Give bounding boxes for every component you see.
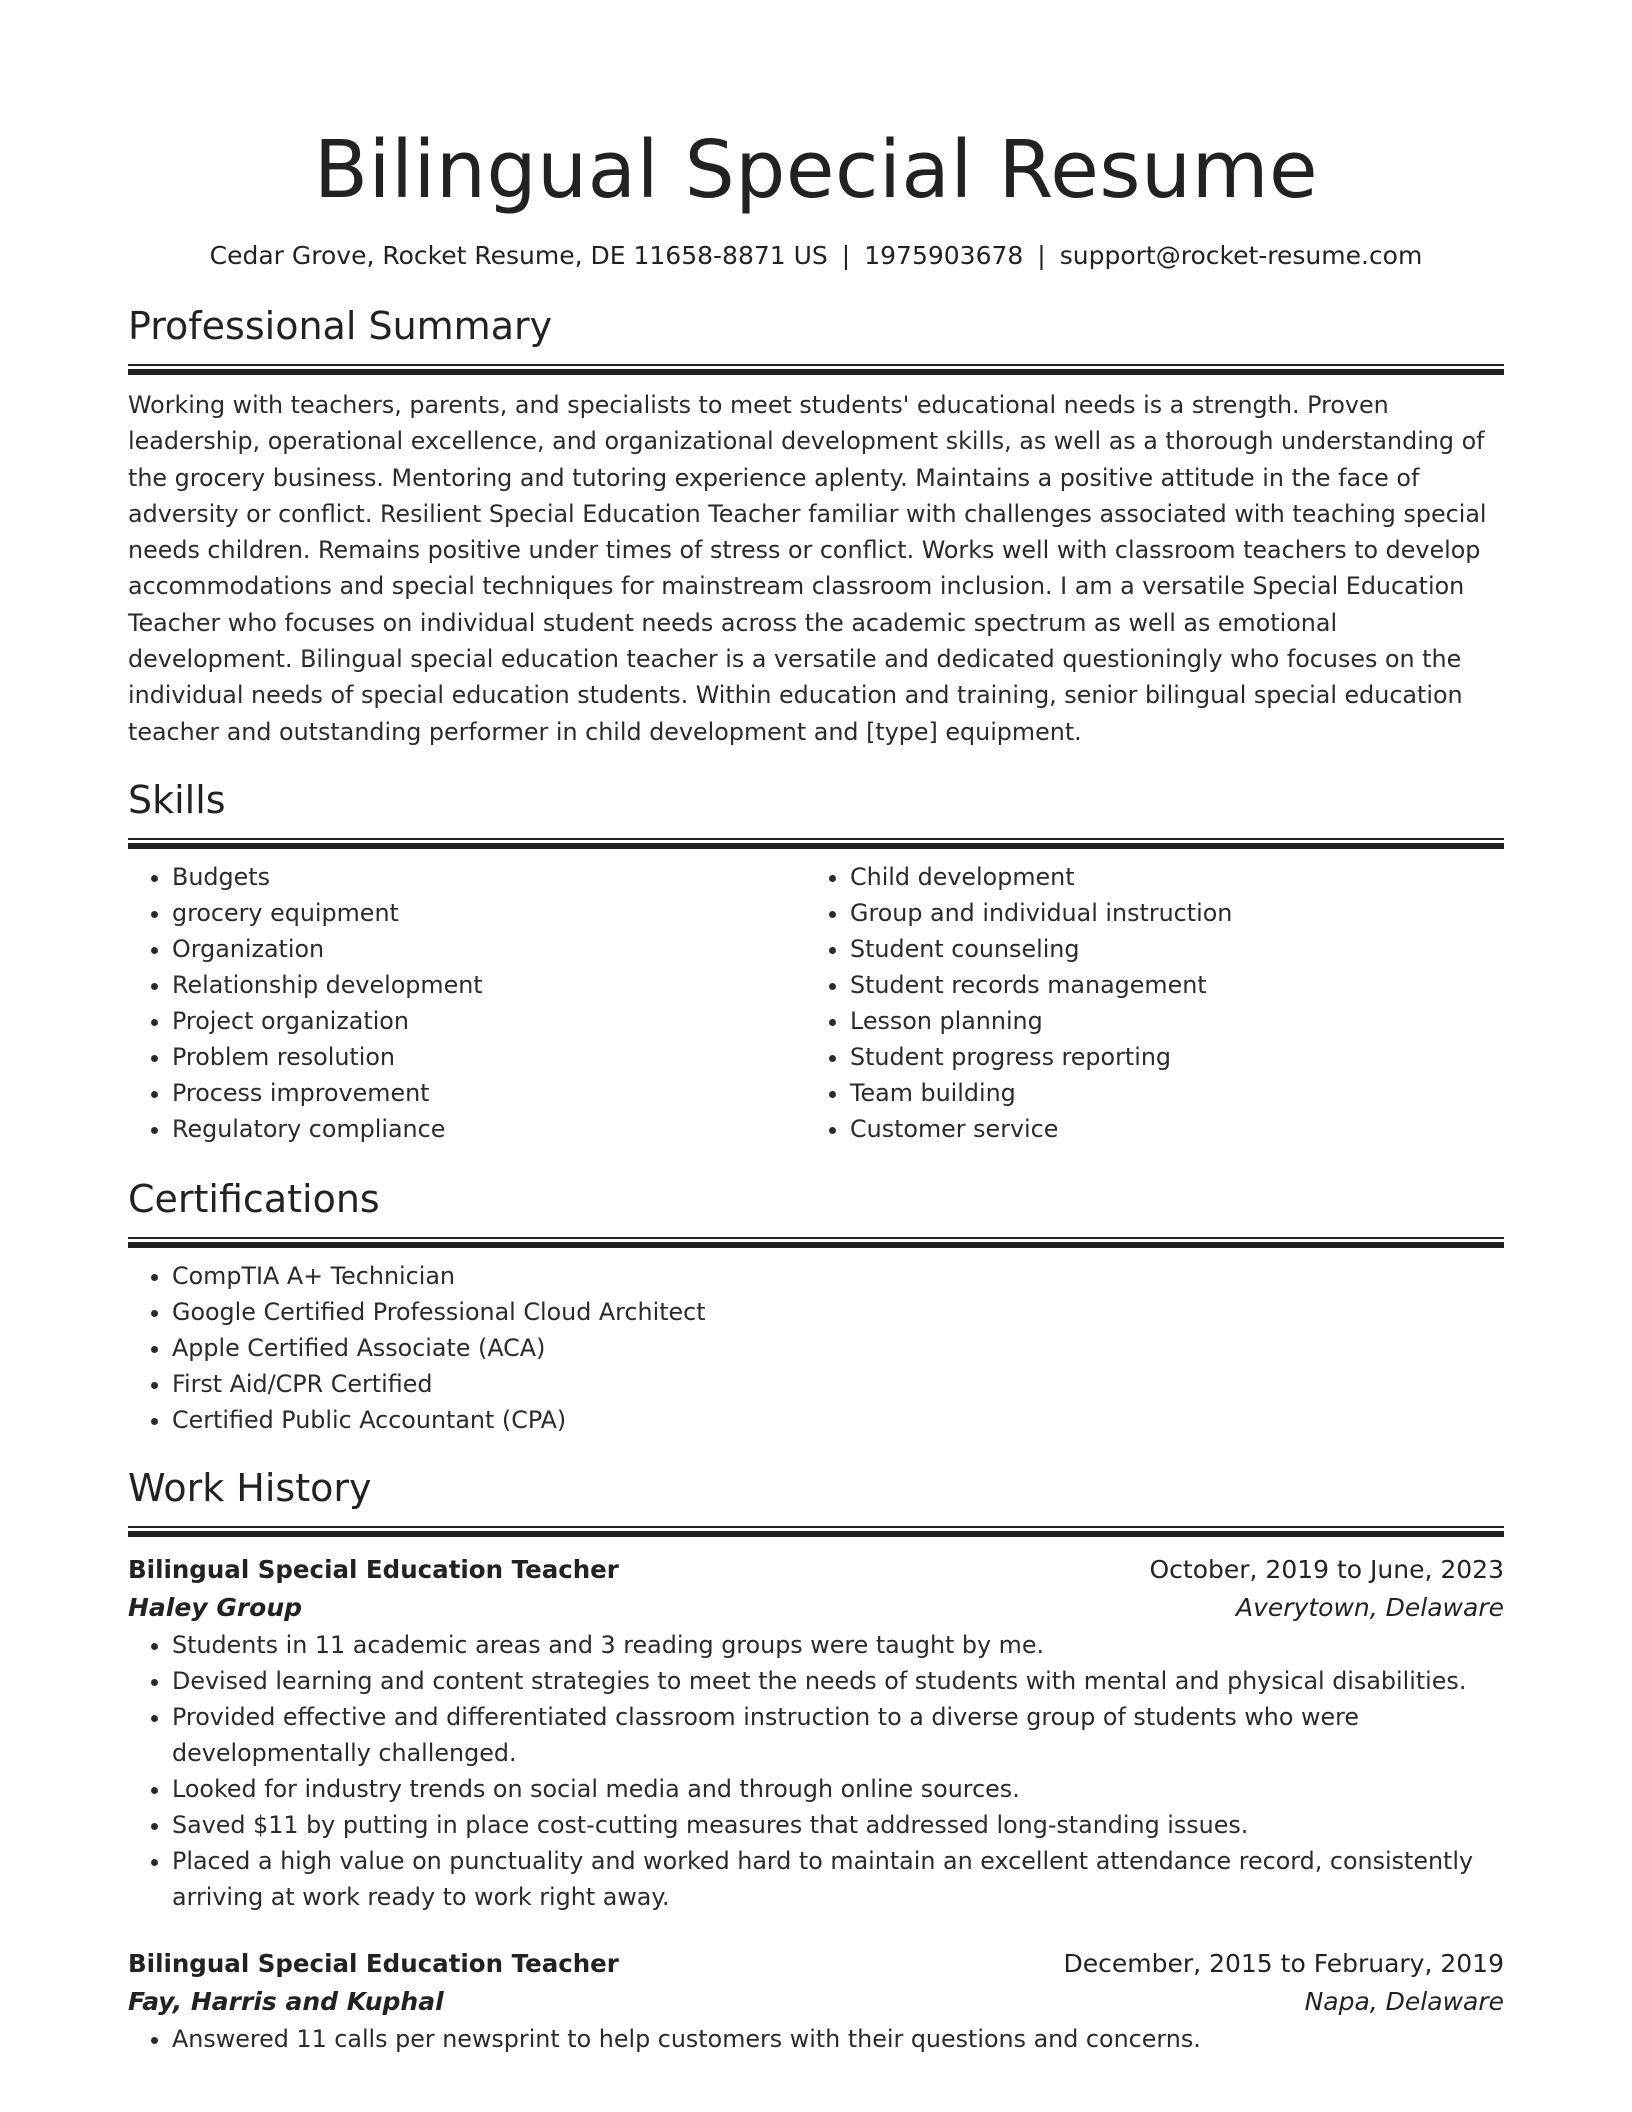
skill-item: • Regulatory compliance <box>172 1111 806 1147</box>
contact-line <box>128 240 1504 272</box>
section-divider <box>128 838 1504 849</box>
resume-page <box>128 0 1504 2057</box>
job-bullet: • Devised learning and content strategies to meet the needs of students with mental and physical disabilities. <box>172 1663 1504 1699</box>
job-company: Fay, Harris and Kuphal <box>128 1986 444 2016</box>
skills-section <box>128 776 1504 1147</box>
skill-item: • Problem resolution <box>172 1039 806 1075</box>
skill-item: • Organization <box>172 931 806 967</box>
resume-name: Bilingual Special Resume <box>313 124 1319 216</box>
contact-separator: | <box>841 241 851 270</box>
skill-item: • Project organization <box>172 1003 806 1039</box>
certification-item: • Google Certified Professional Cloud Architect <box>172 1294 1504 1330</box>
job-bullet: • Provided effective and differentiated classroom instruction to a diverse group of students who were developmentally challenged. <box>172 1699 1504 1771</box>
job-title: Bilingual Special Education Teacher <box>128 1554 619 1584</box>
job-location: Napa, Delaware <box>1304 1986 1504 2016</box>
skill-item: • Student progress reporting <box>850 1039 1504 1075</box>
job-bullets <box>128 2021 1504 2057</box>
skills-columns <box>128 859 1504 1147</box>
skills-column-left <box>128 859 806 1147</box>
job-header <box>128 1551 1504 1589</box>
job-subheader <box>128 1589 1504 1627</box>
contact-address: Cedar Grove, Rocket Resume, DE 11658-8871 US <box>209 241 828 270</box>
section-title-certifications: Certifications <box>128 1176 380 1221</box>
section-title-summary: Professional Summary <box>128 304 553 348</box>
skill-item: • Relationship development <box>172 967 806 1003</box>
job-bullet: • Placed a high value on punctuality and worked hard to maintain an excellent attendance record, consistently arriving at work ready to work right away. <box>172 1843 1504 1915</box>
skill-item: • Budgets <box>172 859 806 895</box>
job-header <box>128 1945 1504 1983</box>
skill-item: • grocery equipment <box>172 895 806 931</box>
skills-column-right <box>806 859 1504 1147</box>
skill-item: • Student counseling <box>850 931 1504 967</box>
certification-item: • CompTIA A+ Technician <box>172 1258 1504 1294</box>
skill-item: • Team building <box>850 1075 1504 1111</box>
skill-item: • Customer service <box>850 1111 1504 1147</box>
job-bullet: • Looked for industry trends on social media and through online sources. <box>172 1771 1504 1807</box>
certification-item: • Apple Certified Associate (ACA) <box>172 1330 1504 1366</box>
job-location: Averytown, Delaware <box>1236 1592 1504 1622</box>
work-history-section <box>128 1464 1504 2057</box>
skill-item: • Group and individual instruction <box>850 895 1504 931</box>
section-divider <box>128 1526 1504 1537</box>
skill-item: • Child development <box>850 859 1504 895</box>
job-bullets <box>128 1627 1504 1915</box>
certification-item: • Certified Public Accountant (CPA) <box>172 1402 1504 1438</box>
job-company: Haley Group <box>128 1592 303 1622</box>
job-bullet: • Answered 11 calls per newsprint to help customers with their questions and concerns. <box>172 2021 1504 2057</box>
job-subheader <box>128 1983 1504 2021</box>
summary-text: Working with teachers, parents, and specialists to meet students' educational needs is a strength. Proven leadership, operational excellence, and organizational development skills, as well as a thorough understanding of the grocery business. Mentoring and tutoring experience aplenty. Maintains a positive attitude in the face of adversity or conflict. Resilient Special Education Teacher familiar with challenges associated with teaching special needs children. Remains positive under times of stress or conflict. Works well with classroom teachers to develop accommodations and special techniques for mainstream classroom inclusion. I am a versatile Special Education Teacher who focuses on individual student needs across the academic spectrum as well as emotional development. Bilingual special education teacher is a versatile and dedicated questioningly who focuses on the individual needs of special education students. Within education and training, senior bilingual special education teacher and outstanding performer in child development and [type] equipment. <box>128 391 1487 746</box>
skill-item: • Lesson planning <box>850 1003 1504 1039</box>
job-entry <box>128 1551 1504 1915</box>
skill-item: • Process improvement <box>172 1075 806 1111</box>
section-title-skills: Skills <box>128 777 226 822</box>
skill-item: • Student records management <box>850 967 1504 1003</box>
section-divider <box>128 1237 1504 1248</box>
summary-section <box>128 302 1504 750</box>
contact-email: support@rocket-resume.com <box>1059 241 1423 270</box>
job-dates: December, 2015 to February, 2019 <box>1063 1948 1504 1978</box>
section-divider <box>128 364 1504 375</box>
certifications-list <box>128 1258 1504 1438</box>
contact-phone: 1975903678 <box>864 241 1024 270</box>
job-bullet: • Students in 11 academic areas and 3 reading groups were taught by me. <box>172 1627 1504 1663</box>
job-title: Bilingual Special Education Teacher <box>128 1948 619 1978</box>
contact-separator: | <box>1037 241 1046 270</box>
job-entry <box>128 1945 1504 2057</box>
job-dates: October, 2019 to June, 2023 <box>1149 1554 1504 1584</box>
certifications-section <box>128 1175 1504 1438</box>
certification-item: • First Aid/CPR Certified <box>172 1366 1504 1402</box>
job-bullet: • Saved $11 by putting in place cost-cutting measures that addressed long-standing issues. <box>172 1807 1504 1843</box>
section-title-work-history: Work History <box>128 1465 372 1510</box>
